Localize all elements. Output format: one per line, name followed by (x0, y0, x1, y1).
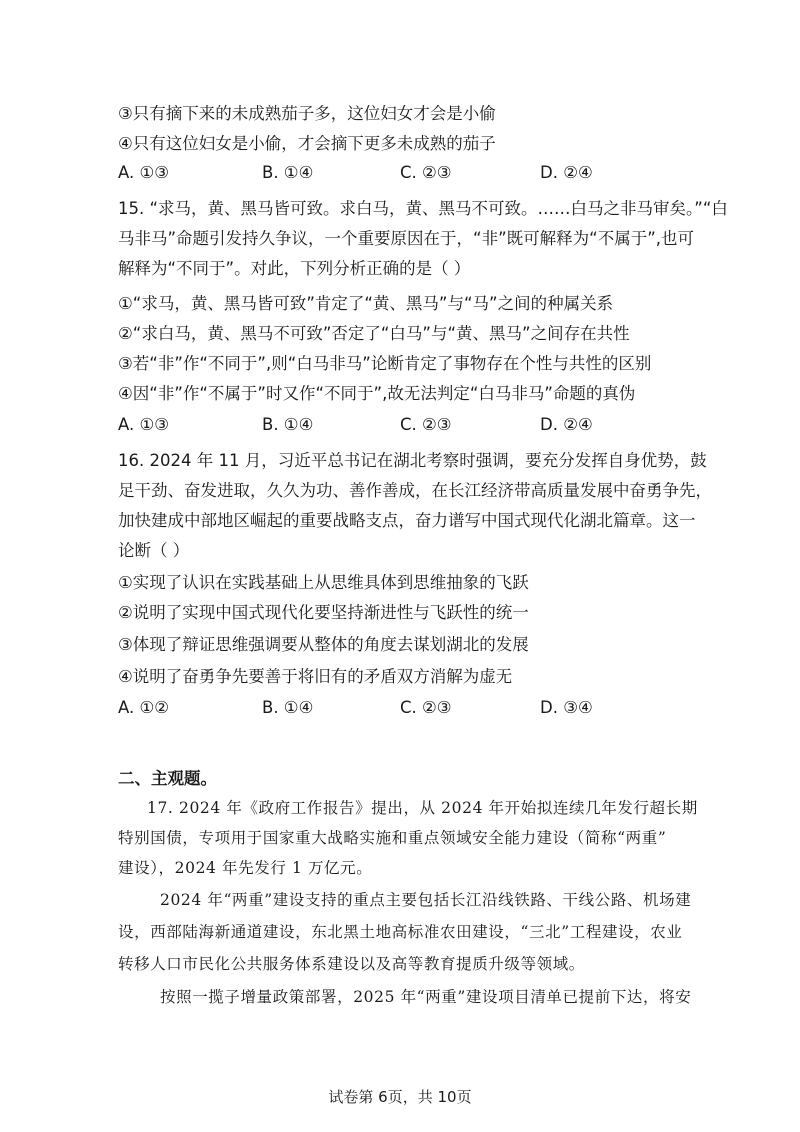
q16-statement-4: ④说明了奋勇争先要善于将旧有的矛盾双方消解为虚无 (118, 667, 513, 686)
q15-statement-2: ②“求白马，黄、黑马不可致”否定了“白马”与“黄、黑马”之间存在共性 (118, 324, 630, 343)
q16-option-d: D. ③④ (540, 698, 593, 717)
q15-option-a: A. ①③ (118, 415, 170, 434)
q16-options (118, 698, 678, 720)
q17-para2-line-1: 2024 年“两重”建设支持的重点主要包括长江沿线铁路、干线公路、机场建 (160, 891, 692, 909)
section-heading: 二、主观题。 (118, 769, 217, 788)
q16-stem-line-4: 论断（ ） (118, 541, 190, 560)
q15-option-d: D. ②④ (540, 415, 593, 434)
q14-option-c: C. ②③ (400, 163, 452, 182)
q15-options (118, 415, 678, 437)
q16-statement-3: ③体现了辩证思维强调要从整体的角度去谋划湖北的发展 (118, 635, 529, 654)
q16-option-c: C. ②③ (400, 698, 452, 717)
q14-statement-3: ③只有摘下来的未成熟茄子多，这位妇女才会是小偷 (118, 104, 496, 123)
page-footer: 试卷第 6页，共 10页 (328, 1088, 472, 1106)
q15-option-b: B. ①④ (262, 415, 314, 434)
q17-para1-line-2: 特别国债，专项用于国家重大战略实施和重点领域安全能力建设（简称“两重” (118, 829, 667, 847)
q14-option-b: B. ①④ (262, 163, 314, 182)
q15-statement-3: ③若“非”作“不同于”,则“白马非马”论断肯定了事物存在个性与共性的区别 (118, 354, 652, 373)
q14-options (118, 163, 678, 185)
q17-para1-line-3: 建设），2024 年先发行 1 万亿元。 (118, 859, 373, 877)
q15-stem-line-1: 15. “求马，黄、黑马皆可致。求白马，黄、黑马不可致。……白马之非马审矣。”“白 (118, 199, 728, 218)
q16-stem-line-1: 16. 2024 年 11 月，习近平总书记在湖北考察时强调，要充分发挥自身优势，鼓 (118, 451, 707, 470)
q16-statement-2: ②说明了实现中国式现代化要坚持渐进性与飞跃性的统一 (118, 603, 529, 622)
q15-option-c: C. ②③ (400, 415, 452, 434)
q15-stem-line-3: 解释为“不同于”。对此，下列分析正确的是（ ） (118, 259, 471, 278)
q16-stem-line-3: 加快建成中部地区崛起的重要战略支点，奋力谱写中国式现代化湖北篇章。这一 (118, 511, 696, 530)
q16-statement-1: ①实现了认识在实践基础上从思维具体到思维抽象的飞跃 (118, 573, 529, 592)
q14-option-d: D. ②④ (540, 163, 593, 182)
q16-option-b: B. ①④ (262, 698, 314, 717)
q17-para1-line-1: 17. 2024 年《政府工作报告》提出，从 2024 年开始拟连续几年发行超长期 (147, 799, 698, 817)
q16-option-a: A. ①② (118, 698, 170, 717)
q15-stem-line-2: 马非马”命题引发持久争议，一个重要原因在于，“非”既可解释为“不属于”,也可 (118, 229, 694, 248)
q14-statement-4: ④只有这位妇女是小偷，才会摘下更多未成熟的茄子 (118, 134, 496, 153)
q15-statement-1: ①“求马，黄、黑马皆可致”肯定了“黄、黑马”与“马”之间的种属关系 (118, 294, 614, 313)
q14-option-a: A. ①③ (118, 163, 170, 182)
q17-para2-line-2: 设，西部陆海新通道建设，东北黑土地高标准农田建设，“三北”工程建设，农业 (118, 923, 683, 941)
q15-statement-4: ④因“非”作“不属于”时又作“不同于”,故无法判定“白马非马”命题的真伪 (118, 384, 636, 403)
q16-stem-line-2: 足干劲、奋发进取，久久为功、善作善成，在长江经济带高质量发展中奋勇争先， (118, 481, 712, 500)
q17-para2-line-3: 转移人口市民化公共服务体系建设以及高等教育提质升级等领域。 (118, 955, 585, 973)
q17-para3-line-1: 按照一揽子增量政策部署，2025 年“两重”建设项目清单已提前下达，将安 (160, 988, 692, 1006)
